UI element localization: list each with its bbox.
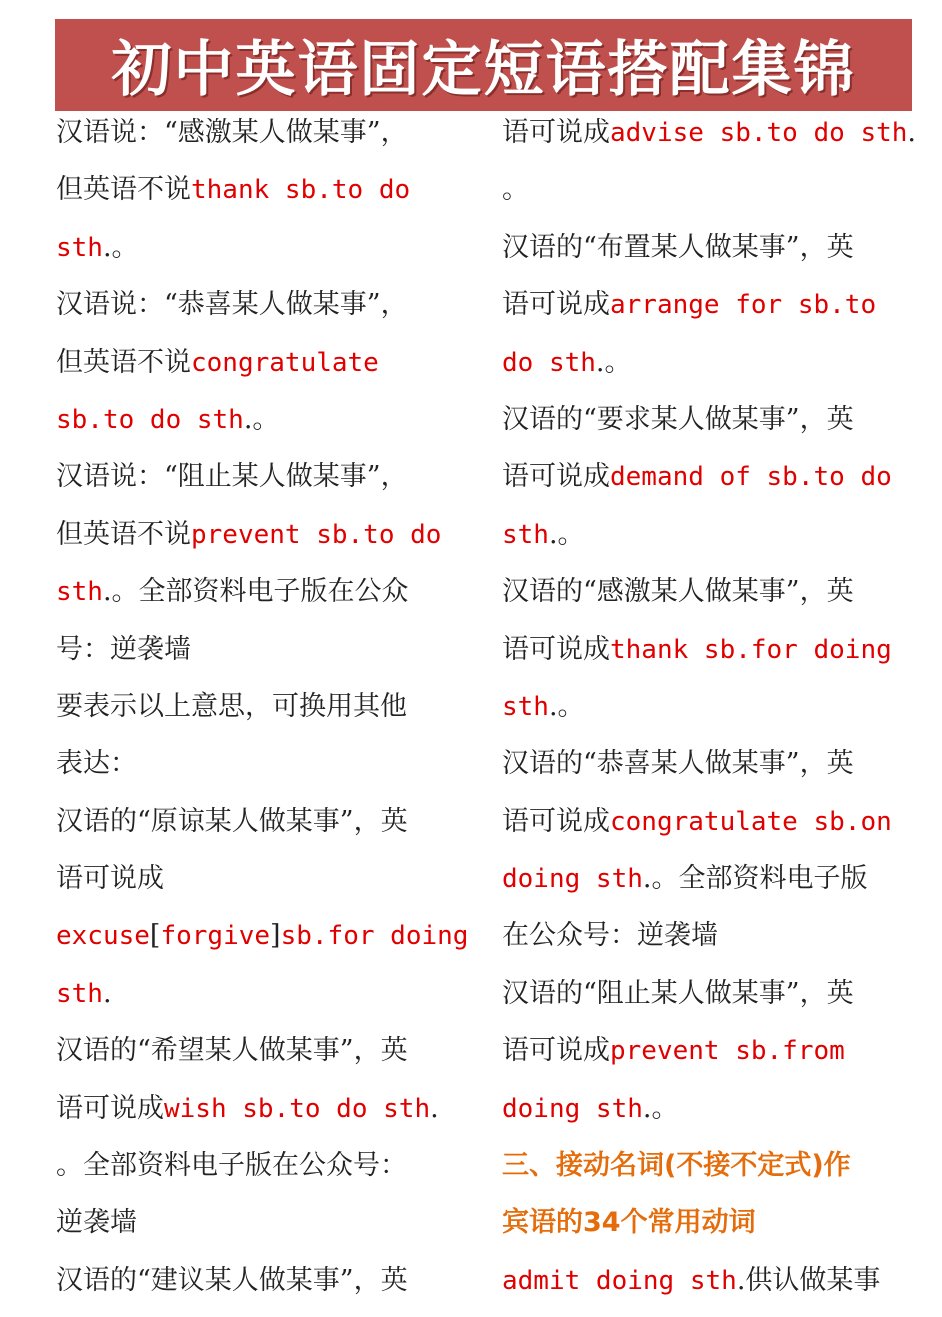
english-phrase: prevent sb.to do <box>191 519 442 550</box>
english-phrase: sth <box>56 232 103 263</box>
text-line: 表达： <box>56 748 137 780</box>
text-line: sth. <box>56 977 112 1009</box>
english-phrase: sb.to do sth <box>56 404 244 435</box>
text-line: 汉语说：“恭喜某人做某事”， <box>56 289 408 321</box>
text-line: 在公众号：逆袭墙 <box>502 920 718 952</box>
right-column <box>502 104 917 1309</box>
english-phrase: forgive <box>160 921 271 952</box>
text-line: 汉语的“要求某人做某事”，英 <box>502 403 854 435</box>
text-line: 汉语的“建议某人做某事”，英 <box>56 1264 408 1296</box>
english-phrase: sth <box>56 978 103 1009</box>
english-phrase: thank sb.to do <box>191 175 411 206</box>
text-line: 汉语说：“阻止某人做某事”， <box>56 461 408 493</box>
text-line: doing sth.。全部资料电子版 <box>502 863 868 895</box>
text-line: 汉语说：“感激某人做某事”， <box>56 117 408 148</box>
english-phrase: wish sb.to do sth <box>164 1093 431 1124</box>
english-phrase: sth <box>56 577 103 608</box>
english-phrase: congratulate <box>191 347 379 378</box>
english-phrase: arrange for sb.to <box>610 290 877 321</box>
text-line: 号：逆袭墙 <box>56 633 191 665</box>
text-line: admit doing sth.供认做某事 <box>502 1264 881 1296</box>
text-line: 汉语的“阻止某人做某事”，英 <box>502 977 854 1009</box>
text-line: 语可说成arrange for sb.to <box>502 289 877 321</box>
english-phrase: sth <box>502 691 549 722</box>
text-line: 要表示以上意思，可换用其他 <box>56 690 407 722</box>
text-line: sb.to do sth.。 <box>56 403 280 435</box>
english-phrase: doing sth <box>502 1093 643 1124</box>
text-line: do sth.。 <box>502 346 632 378</box>
text-line: 语可说成advise sb.to do sth. <box>502 117 917 148</box>
text-line: 但英语不说congratulate <box>56 346 379 378</box>
text-line: 语可说成demand of sb.to do <box>502 461 892 493</box>
text-line: 。全部资料电子版在公众号： <box>56 1150 407 1182</box>
section-heading: 宾语的34个常用动词 <box>502 1207 756 1239</box>
text-line: excuse[forgive]sb.for doing <box>56 920 469 952</box>
text-line: 汉语的“感激某人做某事”，英 <box>502 576 854 608</box>
text-line: 汉语的“希望某人做某事”，英 <box>56 1035 408 1067</box>
english-phrase: advise sb.to do sth <box>610 118 908 148</box>
text-line: 语可说成wish sb.to do sth. <box>56 1092 439 1124</box>
english-phrase: prevent sb.from <box>610 1036 845 1067</box>
text-line: 汉语的“布置某人做某事”，英 <box>502 231 854 263</box>
title-banner <box>55 19 912 111</box>
text-line: 。 <box>502 174 529 206</box>
text-line: 语可说成prevent sb.from <box>502 1035 845 1067</box>
text-line: sth.。 <box>502 518 585 550</box>
text-line: sth.。全部资料电子版在公众 <box>56 576 409 608</box>
english-phrase: doing sth <box>502 864 643 895</box>
page-title: 初中英语固定短语搭配集锦 <box>111 35 856 105</box>
left-column <box>56 104 469 1309</box>
text-line: doing sth.。 <box>502 1092 679 1124</box>
english-phrase: thank sb.for doing <box>610 634 892 665</box>
english-phrase: sth <box>502 519 549 550</box>
english-phrase: sb.for doing <box>280 921 469 952</box>
english-phrase: excuse <box>56 921 150 952</box>
english-phrase: congratulate sb.on <box>610 806 892 837</box>
english-phrase: admit doing sth <box>502 1265 737 1296</box>
text-line: 但英语不说thank sb.to do <box>56 174 411 206</box>
text-line: 语可说成 <box>56 863 164 895</box>
text-line: 语可说成congratulate sb.on <box>502 805 892 837</box>
text-line: 但英语不说prevent sb.to do <box>56 518 442 550</box>
text-line: 逆袭墙 <box>56 1207 137 1239</box>
text-line: sth.。 <box>56 231 139 263</box>
text-line: 汉语的“恭喜某人做某事”，英 <box>502 748 854 780</box>
text-line: 语可说成thank sb.for doing <box>502 633 892 665</box>
english-phrase: demand of sb.to do <box>610 462 892 493</box>
section-heading: 三、接动名词(不接不定式)作 <box>502 1150 851 1182</box>
text-line: sth.。 <box>502 690 585 722</box>
text-line: 汉语的“原谅某人做某事”，英 <box>56 805 408 837</box>
english-phrase: do sth <box>502 347 596 378</box>
